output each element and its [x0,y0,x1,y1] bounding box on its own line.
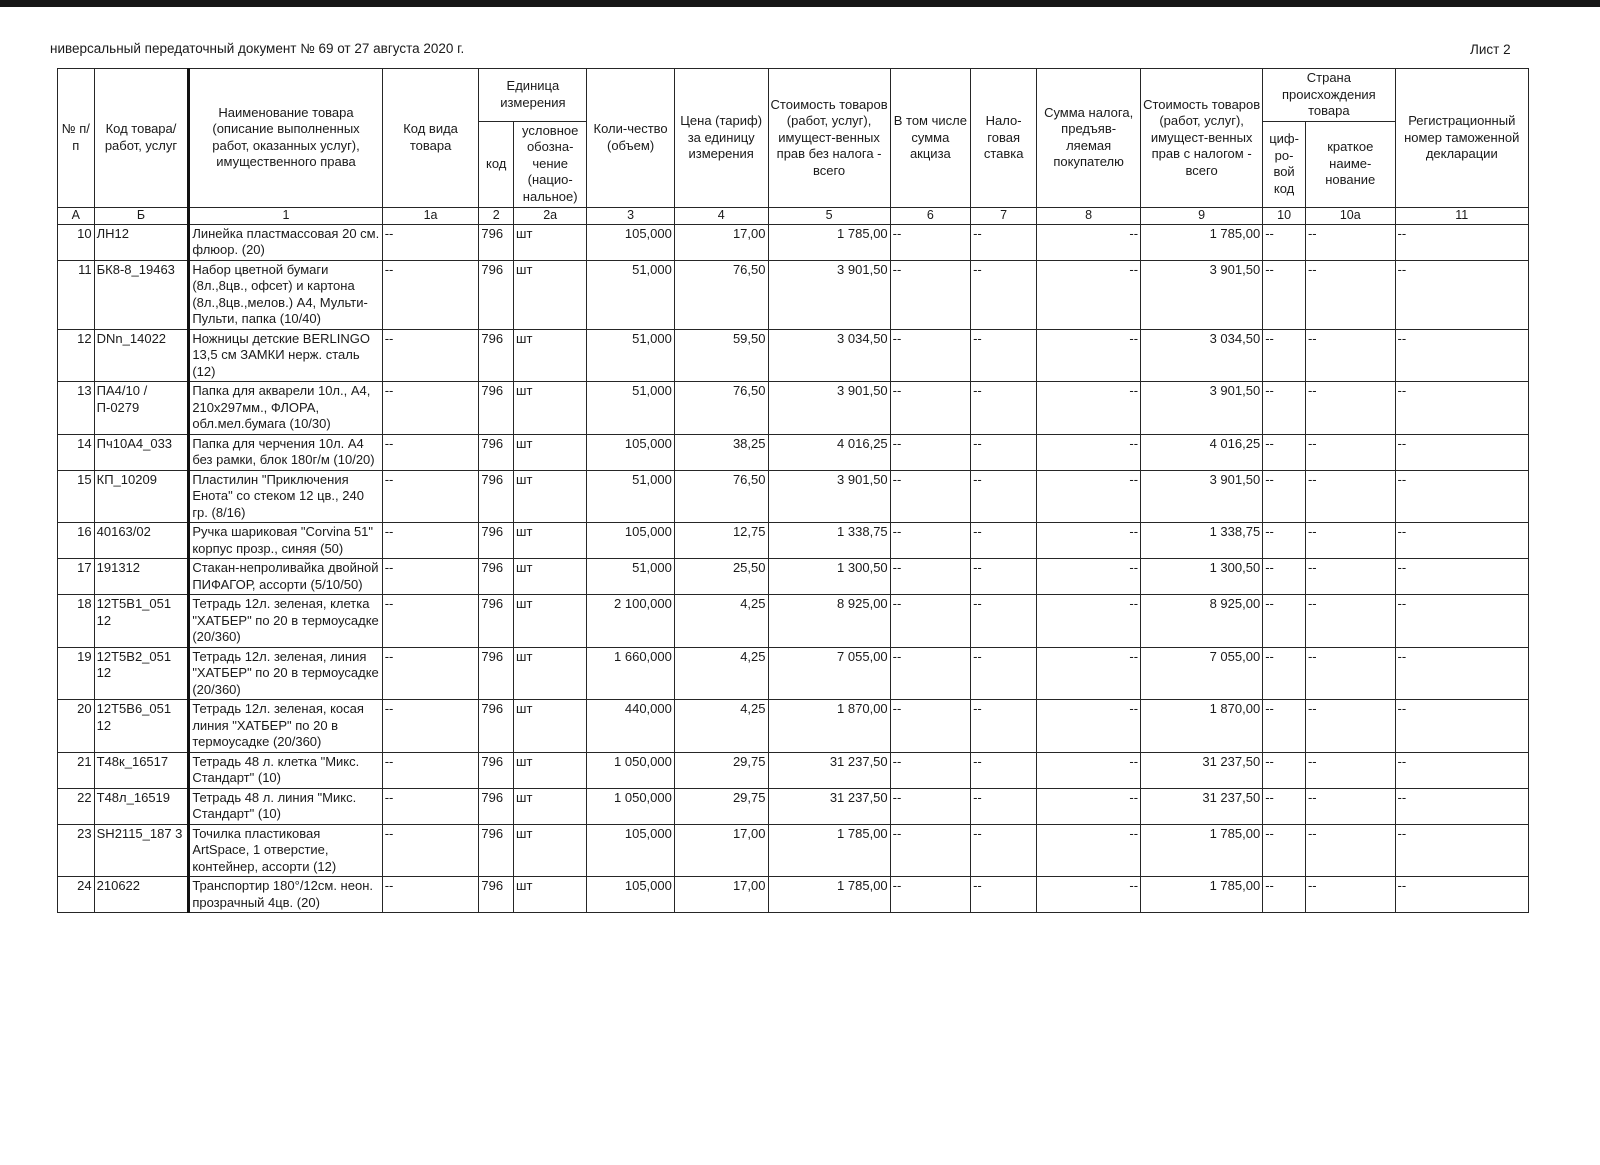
item-price: 17,00 [674,224,768,260]
item-customs: -- [1395,824,1528,877]
item-name: Набор цветной бумаги (8л.,8цв., офсет) и картона (8л.,8цв.,мелов.) А4, Мульти-Пульти, папка (10/40) [189,260,382,329]
item-qty: 51,000 [587,329,675,382]
item-customs: -- [1395,224,1528,260]
col-index: 10а [1305,207,1395,224]
item-kind-code: -- [382,260,479,329]
item-country-name: -- [1305,752,1395,788]
header-tax-rate: Нало-говая ставка [971,69,1037,208]
item-excise: -- [890,434,970,470]
row-number: 10 [58,224,95,260]
item-qty: 105,000 [587,434,675,470]
row-number: 16 [58,523,95,559]
item-excise: -- [890,752,970,788]
item-tax-rate: -- [971,224,1037,260]
item-code: Т48к_16517 [94,752,189,788]
item-tax-rate: -- [971,647,1037,700]
item-cost-no-tax: 1 785,00 [768,877,890,913]
table-row [58,752,1529,788]
table-row [58,470,1529,523]
item-customs: -- [1395,470,1528,523]
item-cost-with-tax: 3 901,50 [1141,382,1263,435]
item-tax-sum: -- [1037,700,1141,753]
unit-code: 796 [479,647,514,700]
unit-code: 796 [479,382,514,435]
item-country-code: -- [1263,329,1306,382]
item-cost-no-tax: 1 870,00 [768,700,890,753]
table-row [58,700,1529,753]
row-number: 18 [58,595,95,648]
unit-name: шт [514,595,587,648]
header-unit-name: условное обозна-чение (нацио-нальное) [514,121,587,207]
item-name: Папка для черчения 10л. А4 без рамки, блок 180г/м (10/20) [189,434,382,470]
item-country-code: -- [1263,523,1306,559]
header-cost-no-tax: Стоимость товаров (работ, услуг), имущест-венных прав без налога - всего [768,69,890,208]
item-country-code: -- [1263,224,1306,260]
item-excise: -- [890,788,970,824]
item-excise: -- [890,647,970,700]
row-number: 13 [58,382,95,435]
unit-name: шт [514,824,587,877]
col-index: 1а [382,207,479,224]
row-number: 23 [58,824,95,877]
unit-code: 796 [479,523,514,559]
unit-code: 796 [479,877,514,913]
item-qty: 2 100,000 [587,595,675,648]
item-cost-no-tax: 1 785,00 [768,824,890,877]
item-kind-code: -- [382,434,479,470]
unit-name: шт [514,382,587,435]
item-name: Ножницы детские BERLINGO 13,5 см ЗАМКИ нерж. сталь (12) [189,329,382,382]
item-price: 76,50 [674,470,768,523]
item-cost-with-tax: 31 237,50 [1141,752,1263,788]
item-tax-sum: -- [1037,224,1141,260]
item-code: КП_10209 [94,470,189,523]
item-tax-rate: -- [971,559,1037,595]
item-excise: -- [890,559,970,595]
unit-name: шт [514,559,587,595]
unit-code: 796 [479,224,514,260]
item-kind-code: -- [382,824,479,877]
item-country-name: -- [1305,523,1395,559]
item-qty: 105,000 [587,523,675,559]
item-country-name: -- [1305,434,1395,470]
header-country-group: Страна происхождения товара [1263,69,1395,122]
item-tax-rate: -- [971,700,1037,753]
table-row [58,523,1529,559]
item-excise: -- [890,523,970,559]
row-number: 15 [58,470,95,523]
unit-code: 796 [479,470,514,523]
item-name: Папка для акварели 10л., А4, 210х297мм., ФЛОРА, обл.мел.бумага (10/30) [189,382,382,435]
item-price: 38,25 [674,434,768,470]
unit-name: шт [514,260,587,329]
item-country-code: -- [1263,470,1306,523]
unit-code: 796 [479,700,514,753]
col-index: 9 [1141,207,1263,224]
item-tax-sum: -- [1037,595,1141,648]
table-body [58,224,1529,913]
item-cost-with-tax: 8 925,00 [1141,595,1263,648]
unit-name: шт [514,224,587,260]
item-country-name: -- [1305,877,1395,913]
item-name: Линейка пластмассовая 20 см. флюор. (20) [189,224,382,260]
item-kind-code: -- [382,470,479,523]
item-country-name: -- [1305,700,1395,753]
item-cost-no-tax: 7 055,00 [768,647,890,700]
item-kind-code: -- [382,382,479,435]
item-name: Стакан-непроливайка двойной ПИФАГОР, ассорти (5/10/50) [189,559,382,595]
item-country-name: -- [1305,559,1395,595]
item-tax-rate: -- [971,329,1037,382]
item-code: 40163/02 [94,523,189,559]
item-name: Тетрадь 48 л. клетка "Микс. Стандарт" (10) [189,752,382,788]
item-excise: -- [890,877,970,913]
item-cost-no-tax: 3 901,50 [768,260,890,329]
col-index: 2 [479,207,514,224]
item-country-code: -- [1263,752,1306,788]
row-number: 12 [58,329,95,382]
col-index: 10 [1263,207,1306,224]
item-tax-sum: -- [1037,824,1141,877]
table-row [58,788,1529,824]
row-number: 21 [58,752,95,788]
table-row [58,595,1529,648]
item-cost-no-tax: 1 300,50 [768,559,890,595]
item-qty: 51,000 [587,260,675,329]
unit-code: 796 [479,329,514,382]
item-tax-sum: -- [1037,523,1141,559]
item-country-code: -- [1263,824,1306,877]
header-country-code: циф-ро-вой код [1263,121,1306,207]
item-excise: -- [890,470,970,523]
item-excise: -- [890,260,970,329]
item-cost-with-tax: 1 870,00 [1141,700,1263,753]
item-name: Ручка шариковая "Corvina 51" корпус прозр., синяя (50) [189,523,382,559]
row-number: 20 [58,700,95,753]
item-cost-no-tax: 3 901,50 [768,382,890,435]
col-index: 4 [674,207,768,224]
col-index: 8 [1037,207,1141,224]
item-cost-no-tax: 4 016,25 [768,434,890,470]
item-cost-with-tax: 1 785,00 [1141,877,1263,913]
item-tax-rate: -- [971,382,1037,435]
item-tax-rate: -- [971,877,1037,913]
item-excise: -- [890,595,970,648]
item-country-code: -- [1263,382,1306,435]
unit-code: 796 [479,434,514,470]
item-customs: -- [1395,788,1528,824]
header-unit-group: Единица измерения [479,69,587,122]
header-unit-code: код [479,121,514,207]
header-num: № п/п [58,69,95,208]
item-country-code: -- [1263,434,1306,470]
col-index: 5 [768,207,890,224]
item-price: 17,00 [674,824,768,877]
item-excise: -- [890,329,970,382]
item-kind-code: -- [382,877,479,913]
item-code: DNn_14022 [94,329,189,382]
item-qty: 51,000 [587,559,675,595]
item-code: 12Т5В6_051 12 [94,700,189,753]
item-qty: 105,000 [587,224,675,260]
header-customs: Регистрационный номер таможенной декларации [1395,69,1528,208]
item-tax-rate: -- [971,260,1037,329]
item-name: Транспортир 180°/12см. неон. прозрачный 4цв. (20) [189,877,382,913]
col-index: 6 [890,207,970,224]
unit-name: шт [514,647,587,700]
item-kind-code: -- [382,224,479,260]
item-kind-code: -- [382,595,479,648]
item-code: БК8-8_19463 [94,260,189,329]
item-price: 17,00 [674,877,768,913]
item-price: 25,50 [674,559,768,595]
item-name: Пластилин "Приключения Енота" со стеком 12 цв., 240 гр. (8/16) [189,470,382,523]
item-tax-rate: -- [971,434,1037,470]
item-cost-with-tax: 3 034,50 [1141,329,1263,382]
col-index: 7 [971,207,1037,224]
item-code: 191312 [94,559,189,595]
col-index: 1 [189,207,382,224]
item-cost-no-tax: 31 237,50 [768,752,890,788]
item-price: 4,25 [674,595,768,648]
row-number: 14 [58,434,95,470]
item-customs: -- [1395,877,1528,913]
item-price: 29,75 [674,752,768,788]
item-customs: -- [1395,752,1528,788]
item-cost-with-tax: 4 016,25 [1141,434,1263,470]
col-index: 11 [1395,207,1528,224]
item-price: 29,75 [674,788,768,824]
scan-top-edge [0,0,1600,7]
item-qty: 105,000 [587,877,675,913]
row-number: 11 [58,260,95,329]
item-tax-sum: -- [1037,647,1141,700]
col-index: Б [94,207,189,224]
item-kind-code: -- [382,523,479,559]
item-name: Тетрадь 12л. зеленая, линия "ХАТБЕР" по 20 в термоусадке (20/360) [189,647,382,700]
item-qty: 1 050,000 [587,752,675,788]
item-tax-sum: -- [1037,752,1141,788]
item-cost-no-tax: 31 237,50 [768,788,890,824]
item-tax-sum: -- [1037,788,1141,824]
table-row [58,434,1529,470]
item-tax-sum: -- [1037,877,1141,913]
item-price: 59,50 [674,329,768,382]
unit-code: 796 [479,788,514,824]
item-cost-with-tax: 31 237,50 [1141,788,1263,824]
item-kind-code: -- [382,329,479,382]
item-country-code: -- [1263,559,1306,595]
item-name: Тетрадь 48 л. линия "Микс. Стандарт" (10) [189,788,382,824]
item-tax-rate: -- [971,470,1037,523]
item-customs: -- [1395,700,1528,753]
item-name: Тетрадь 12л. зеленая, косая линия "ХАТБЕР" по 20 в термоусадке (20/360) [189,700,382,753]
item-country-code: -- [1263,877,1306,913]
item-price: 4,25 [674,647,768,700]
item-country-name: -- [1305,470,1395,523]
table-row [58,877,1529,913]
sheet-number: Лист 2 [1470,42,1511,57]
item-customs: -- [1395,434,1528,470]
item-kind-code: -- [382,752,479,788]
item-qty: 51,000 [587,382,675,435]
item-qty: 105,000 [587,824,675,877]
item-excise: -- [890,382,970,435]
item-tax-rate: -- [971,595,1037,648]
table-row [58,329,1529,382]
header-code: Код товара/ работ, услуг [94,69,189,208]
table-row [58,559,1529,595]
item-excise: -- [890,700,970,753]
item-code: ПА4/10 / П-0279 [94,382,189,435]
table-header [58,69,1529,225]
item-kind-code: -- [382,647,479,700]
item-code: Т48л_16519 [94,788,189,824]
unit-name: шт [514,523,587,559]
item-cost-no-tax: 3 901,50 [768,470,890,523]
item-cost-no-tax: 1 785,00 [768,224,890,260]
item-cost-with-tax: 3 901,50 [1141,470,1263,523]
item-price: 76,50 [674,260,768,329]
unit-name: шт [514,434,587,470]
item-customs: -- [1395,260,1528,329]
document-title: ниверсальный передаточный документ № 69 от 27 августа 2020 г. [50,41,465,56]
item-tax-sum: -- [1037,470,1141,523]
header-cost-with-tax: Стоимость товаров (работ, услуг), имущест-венных прав с налогом - всего [1141,69,1263,208]
item-cost-with-tax: 1 785,00 [1141,224,1263,260]
item-cost-no-tax: 3 034,50 [768,329,890,382]
item-code: 12Т5В1_051 12 [94,595,189,648]
row-number: 24 [58,877,95,913]
row-number: 17 [58,559,95,595]
item-code: SH2115_187 3 [94,824,189,877]
header-qty: Коли-чество (объем) [587,69,675,208]
item-qty: 1 660,000 [587,647,675,700]
unit-name: шт [514,788,587,824]
unit-name: шт [514,470,587,523]
item-tax-rate: -- [971,523,1037,559]
header-kind-code: Код вида товара [382,69,479,208]
item-code: 210622 [94,877,189,913]
item-name: Тетрадь 12л. зеленая, клетка "ХАТБЕР" по 20 в термоусадке (20/360) [189,595,382,648]
item-code: ЛН12 [94,224,189,260]
item-kind-code: -- [382,788,479,824]
item-qty: 51,000 [587,470,675,523]
table-row [58,260,1529,329]
unit-name: шт [514,700,587,753]
item-qty: 440,000 [587,700,675,753]
item-cost-with-tax: 7 055,00 [1141,647,1263,700]
item-country-code: -- [1263,700,1306,753]
item-qty: 1 050,000 [587,788,675,824]
item-tax-sum: -- [1037,329,1141,382]
item-cost-no-tax: 8 925,00 [768,595,890,648]
item-name: Точилка пластиковая ArtSpace, 1 отверстие, контейнер, ассорти (12) [189,824,382,877]
table-row [58,224,1529,260]
item-cost-with-tax: 1 300,50 [1141,559,1263,595]
item-customs: -- [1395,523,1528,559]
item-tax-sum: -- [1037,382,1141,435]
header-excise: В том числе сумма акциза [890,69,970,208]
item-tax-sum: -- [1037,559,1141,595]
item-kind-code: -- [382,559,479,595]
item-cost-with-tax: 3 901,50 [1141,260,1263,329]
item-country-name: -- [1305,260,1395,329]
item-country-name: -- [1305,824,1395,877]
unit-name: шт [514,752,587,788]
item-customs: -- [1395,595,1528,648]
item-tax-rate: -- [971,788,1037,824]
table-row [58,382,1529,435]
item-customs: -- [1395,329,1528,382]
item-code: 12Т5В2_051 12 [94,647,189,700]
item-tax-sum: -- [1037,434,1141,470]
item-kind-code: -- [382,700,479,753]
col-index: А [58,207,95,224]
unit-code: 796 [479,824,514,877]
item-cost-no-tax: 1 338,75 [768,523,890,559]
item-excise: -- [890,824,970,877]
item-country-name: -- [1305,595,1395,648]
item-country-name: -- [1305,788,1395,824]
item-country-name: -- [1305,647,1395,700]
col-index: 3 [587,207,675,224]
item-price: 4,25 [674,700,768,753]
row-number: 19 [58,647,95,700]
item-cost-with-tax: 1 785,00 [1141,824,1263,877]
header-country-name: краткое наиме-нование [1305,121,1395,207]
unit-code: 796 [479,559,514,595]
table-row [58,824,1529,877]
item-tax-sum: -- [1037,260,1141,329]
item-country-name: -- [1305,329,1395,382]
item-customs: -- [1395,559,1528,595]
item-cost-with-tax: 1 338,75 [1141,523,1263,559]
row-number: 22 [58,788,95,824]
header-name: Наименование товара (описание выполненных работ, оказанных услуг), имущественного права [189,69,382,208]
item-code: Пч10А4_033 [94,434,189,470]
item-price: 12,75 [674,523,768,559]
item-excise: -- [890,224,970,260]
unit-name: шт [514,329,587,382]
item-tax-rate: -- [971,752,1037,788]
item-country-name: -- [1305,382,1395,435]
unit-name: шт [514,877,587,913]
item-customs: -- [1395,647,1528,700]
item-country-code: -- [1263,647,1306,700]
item-customs: -- [1395,382,1528,435]
unit-code: 796 [479,752,514,788]
item-tax-rate: -- [971,824,1037,877]
item-country-code: -- [1263,260,1306,329]
unit-code: 796 [479,260,514,329]
unit-code: 796 [479,595,514,648]
item-country-code: -- [1263,788,1306,824]
column-index-row [58,207,1529,224]
header-tax-sum: Сумма налога, предъяв-ляемая покупателю [1037,69,1141,208]
items-table [57,68,1529,913]
item-country-name: -- [1305,224,1395,260]
header-price: Цена (тариф) за единицу измерения [674,69,768,208]
col-index: 2а [514,207,587,224]
table-row [58,647,1529,700]
item-country-code: -- [1263,595,1306,648]
item-price: 76,50 [674,382,768,435]
